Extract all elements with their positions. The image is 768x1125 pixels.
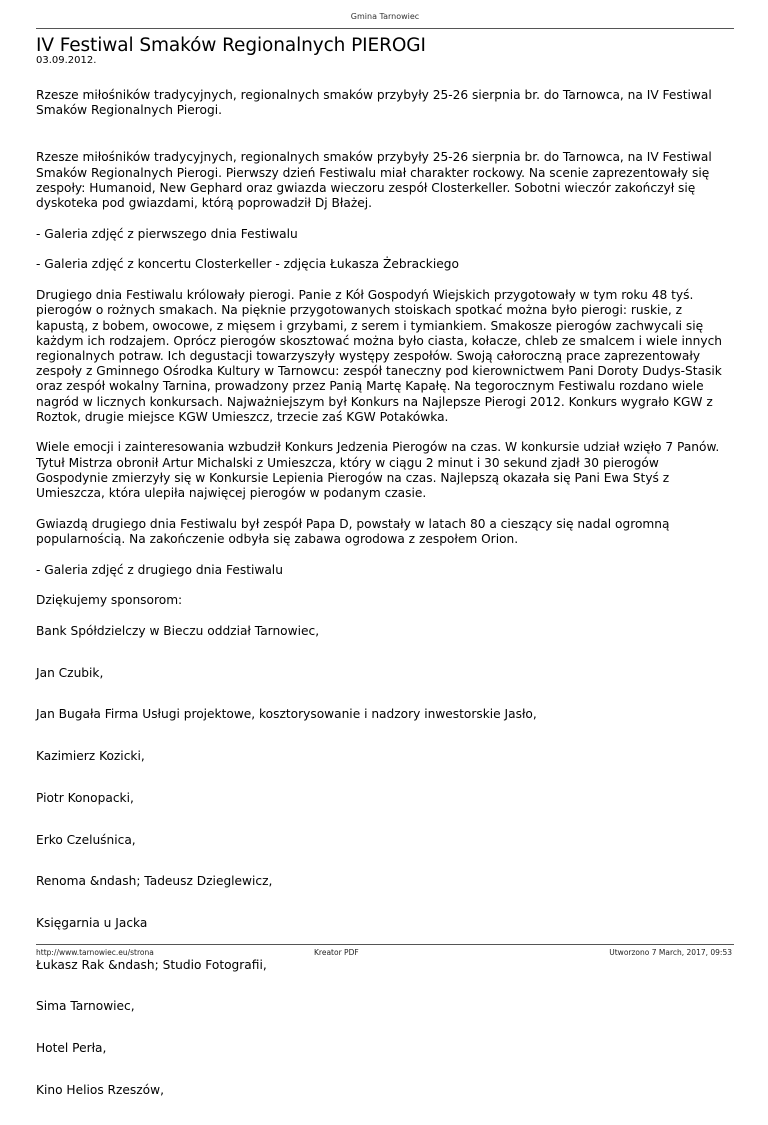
article-paragraph: Gwiazdą drugiego dnia Festiwalu był zespół Papa D, powstały w latach 80 a cieszący się nadal ogromną popularnością. Na zakończenie odbyła się zabawa ogrodowa z zespołem Orion. <box>36 516 670 546</box>
sponsor-item: Księgarnia u Jacka <box>36 916 148 930</box>
footer-generator: Kreator PDF <box>314 948 359 957</box>
article-body <box>36 88 734 1125</box>
page-header: Gmina Tarnowiec <box>350 12 420 21</box>
gallery-link-day-two[interactable]: - Galeria zdjęć z drugiego dnia Festiwalu <box>36 562 283 577</box>
footer-created: Utworzono 7 March, 2017, 09:53 <box>609 948 732 957</box>
article-paragraph: Drugiego dnia Festiwalu królowały pierogi. Panie z Kół Gospodyń Wiejskich przygotowały w tym roku 48 tyś. pierogów o rożnych smakach. Na pięknie przygotowanych stoiskach spotkać można było pierogi: ruskie, z kapustą, z bobem, owocowe, z mięsem i grzybami, z serem i tymiankiem. Smakosze pierogów zachwycali się każdym ich rodzajem. Oprócz pierogów skosztować można było ciasta, kołacze, chleb ze smalcem i wiele innych regionalnych potraw. Ich degustacji towarzyszyły występy zespołów. Swoją całoroczną prace zaprezentowały zespoły z Gminnego Ośrodka Kultury w Tarnowcu: zespół taneczny pod kierownictwem Pani Doroty Dudys-Stasik oraz zespół wokalny Tarnina, prowadzony przez Panią Martę Kapałę. Na tegorocznym Festiwalu rozdano wiele nagród w licznych konkursach. Najważniejszym był Konkurs na Najlepsze Pierogi 2012. Konkurs wygrało KGW z Roztok, drugie miejsce KGW Umieszcz, trzecie zaś KGW Potakówka. <box>36 288 723 424</box>
header-divider <box>36 28 734 29</box>
article-lead: Rzesze miłośników tradycyjnych, regionalnych smaków przybyły 25-26 sierpnia br. do Tarnowca, na IV Festiwal Smaków Regionalnych Pierogi. <box>36 88 712 118</box>
sponsor-item: Sima Tarnowiec, <box>36 999 135 1014</box>
footer-url[interactable]: http://www.tarnowiec.eu/strona <box>36 948 154 957</box>
article-date: 03.09.2012. <box>36 55 97 66</box>
article-title: IV Festiwal Smaków Regionalnych PIEROGI <box>36 35 426 56</box>
gallery-link-day-one[interactable]: - Galeria zdjęć z pierwszego dnia Festiwalu <box>36 226 298 241</box>
article-paragraph: Wiele emocji i zainteresowania wzbudził Konkurs Jedzenia Pierogów na czas. W konkursie udział wzięło 7 Panów. Tytuł Mistrza obronił Artur Michalski z Umieszcza, który w ciągu 2 minut i 30 sekund zjadł 30 pierogów Gospodynie zmierzyły się w Konkursie Lepienia Pierogów na czas. Najlepszą okazała się Pani Ewa Styś z Umieszcza, która ulepiła najwięcej pierogów w podanym czasie. <box>36 440 720 501</box>
sponsor-item: Kazimierz Kozicki, <box>36 749 145 764</box>
footer-divider <box>36 944 734 945</box>
article-paragraph: Rzesze miłośników tradycyjnych, regionalnych smaków przybyły 25-26 sierpnia br. do Tarnowca, na IV Festiwal Smaków Regionalnych Pierogi. Pierwszy dzień Festiwalu miał charakter rockowy. Na scenie zaprezentowały się zespoły: Humanoid, New Gephard oraz gwiazda wieczoru zespół Closterkeller. Sobotni wieczór zakończył się dyskoteka pod gwiazdami, którą poprowadził Dj Błażej. <box>36 150 712 211</box>
sponsor-item: Jan Czubik, <box>36 665 104 680</box>
sponsor-item: Jan Bugała Firma Usługi projektowe, kosztorysowanie i nadzory inwestorskie Jasło, <box>36 707 537 722</box>
sponsor-item: Piotr Konopacki, <box>36 790 134 805</box>
sponsor-item: Renoma &ndash; Tadeusz Dzieglewicz, <box>36 874 273 889</box>
sponsor-item: Hotel Perła, <box>36 1041 107 1056</box>
sponsor-item: Bank Spółdzielczy w Bieczu oddział Tarnowiec, <box>36 624 320 639</box>
gallery-link-closterkeller[interactable]: - Galeria zdjęć z koncertu Closterkeller - zdjęcia Łukasza Żebrackiego <box>36 257 459 272</box>
sponsors-heading: Dziękujemy sponsorom: <box>36 593 183 608</box>
sponsor-item: Erko Czeluśnica, <box>36 832 136 847</box>
sponsor-item: Kino Helios Rzeszów, <box>36 1082 164 1097</box>
sponsor-item: Łukasz Rak &ndash; Studio Fotografii, <box>36 957 267 972</box>
